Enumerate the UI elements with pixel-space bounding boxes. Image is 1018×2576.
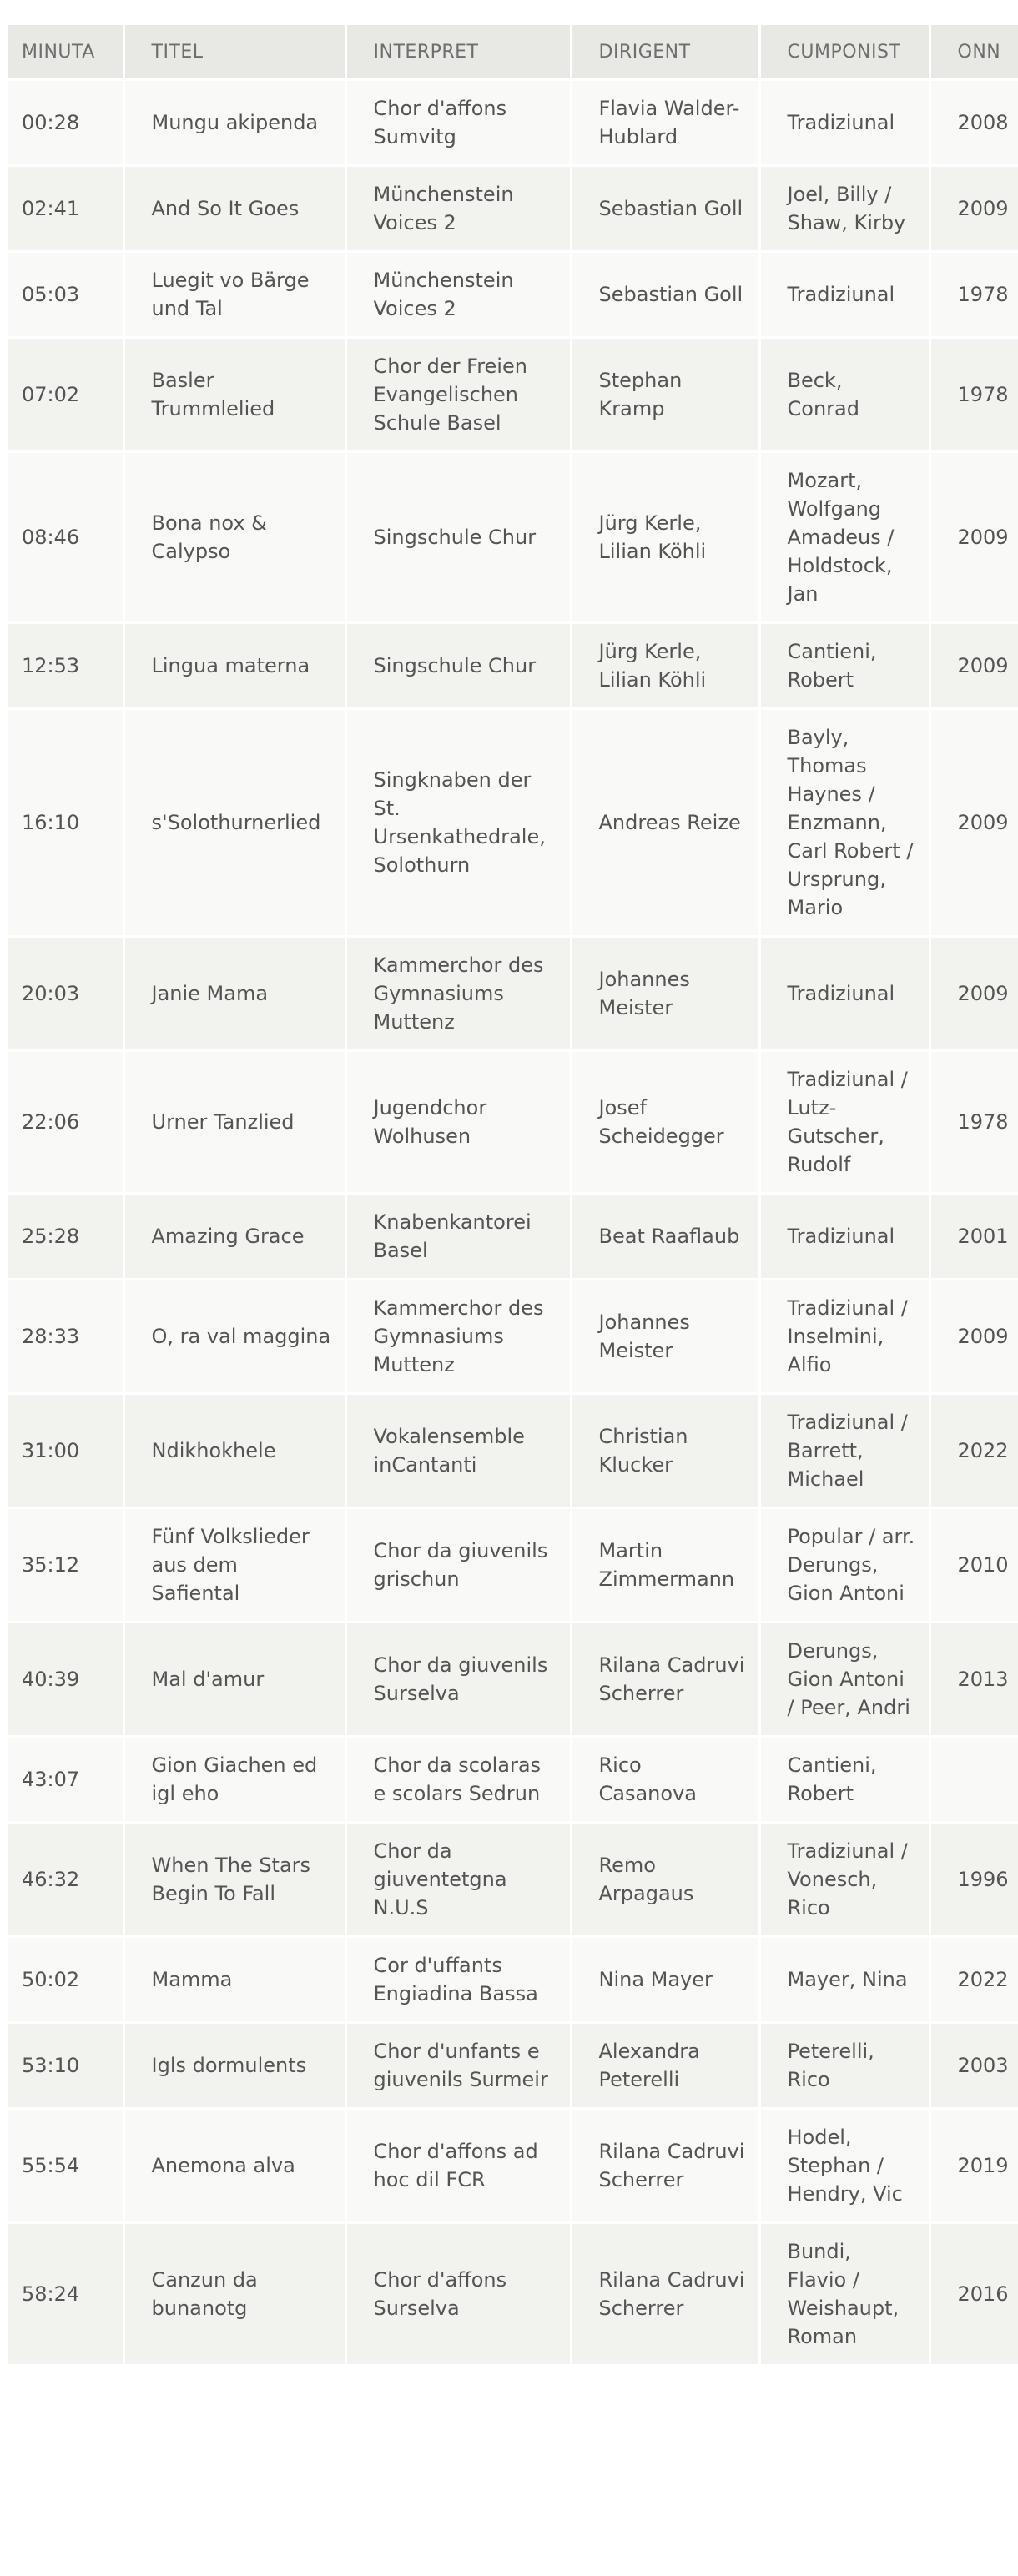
cell-interpret: Chor d'unfants e giuvenils Surmeir [345, 2023, 571, 2109]
cell-titel: Bona nox & Calypso [123, 452, 345, 623]
cell-onn: 2009 [930, 623, 1018, 709]
cell-onn: 2009 [930, 937, 1018, 1051]
cell-cumponist: Hodel, Stephan / Hendry, Vic [759, 2109, 930, 2223]
cell-cumponist: Peterelli, Rico [759, 2023, 930, 2109]
cell-onn: 2013 [930, 1623, 1018, 1737]
table-row [8, 1508, 1018, 1623]
cell-dirigent: Martin Zimmermann [571, 1508, 759, 1623]
table-row [8, 1394, 1018, 1508]
cell-cumponist: Cantieni, Robert [759, 1737, 930, 1823]
cell-interpret: Singknaben der St. Ursenkathedrale, Solothurn [345, 709, 571, 937]
cell-onn: 1978 [930, 252, 1018, 338]
cell-titel: Canzun da bunanotg [123, 2223, 345, 2366]
cell-dirigent: Rico Casanova [571, 1737, 759, 1823]
playlist-table [8, 25, 1018, 2367]
table-row [8, 1823, 1018, 1937]
table-row [8, 1051, 1018, 1194]
table-row [8, 1737, 1018, 1823]
cell-minuta: 20:03 [8, 937, 123, 1051]
header-onn[interactable]: ONN [930, 25, 1018, 80]
cell-interpret: Chor da giuvenils Surselva [345, 1623, 571, 1737]
cell-dirigent: Rilana Cadruvi Scherrer [571, 2223, 759, 2366]
cell-interpret: Münchenstein Voices 2 [345, 166, 571, 252]
cell-dirigent: Johannes Meister [571, 937, 759, 1051]
header-minuta[interactable]: MINUTA [8, 25, 123, 80]
playlist-table-container [8, 25, 1018, 2367]
cell-onn: 2022 [930, 1937, 1018, 2023]
cell-interpret: Cor d'uffants Engiadina Bassa [345, 1937, 571, 2023]
cell-cumponist: Tradiziunal [759, 252, 930, 338]
cell-onn: 2008 [930, 80, 1018, 166]
cell-onn: 1978 [930, 1051, 1018, 1194]
table-row [8, 623, 1018, 709]
cell-minuta: 35:12 [8, 1508, 123, 1623]
cell-minuta: 58:24 [8, 2223, 123, 2366]
header-cumponist[interactable]: CUMPONIST [759, 25, 930, 80]
cell-titel: And So It Goes [123, 166, 345, 252]
cell-minuta: 00:28 [8, 80, 123, 166]
header-row [8, 25, 1018, 80]
cell-onn: 2019 [930, 2109, 1018, 2223]
cell-cumponist: Tradiziunal / Inselmini, Alfio [759, 1280, 930, 1394]
cell-titel: Amazing Grace [123, 1194, 345, 1280]
cell-titel: Janie Mama [123, 937, 345, 1051]
cell-interpret: Vokalensemble inCantanti [345, 1394, 571, 1508]
cell-dirigent: Andreas Reize [571, 709, 759, 937]
cell-titel: Lingua materna [123, 623, 345, 709]
cell-interpret: Chor der Freien Evangelischen Schule Basel [345, 338, 571, 452]
cell-titel: Mal d'amur [123, 1623, 345, 1737]
cell-onn: 2001 [930, 1194, 1018, 1280]
cell-onn: 2009 [930, 1280, 1018, 1394]
cell-interpret: Chor d'affons ad hoc dil FCR [345, 2109, 571, 2223]
cell-dirigent: Christian Klucker [571, 1394, 759, 1508]
cell-minuta: 46:32 [8, 1823, 123, 1937]
cell-cumponist: Beck, Conrad [759, 338, 930, 452]
cell-titel: Anemona alva [123, 2109, 345, 2223]
cell-dirigent: Alexandra Peterelli [571, 2023, 759, 2109]
table-body [8, 80, 1018, 2366]
cell-onn: 1978 [930, 338, 1018, 452]
cell-dirigent: Jürg Kerle, Lilian Köhli [571, 452, 759, 623]
cell-interpret: Singschule Chur [345, 452, 571, 623]
cell-dirigent: Stephan Kramp [571, 338, 759, 452]
cell-minuta: 43:07 [8, 1737, 123, 1823]
cell-minuta: 25:28 [8, 1194, 123, 1280]
cell-cumponist: Popular / arr. Derungs, Gion Antoni [759, 1508, 930, 1623]
cell-titel: When The Stars Begin To Fall [123, 1823, 345, 1937]
table-row [8, 452, 1018, 623]
table-row [8, 1280, 1018, 1394]
cell-titel: Igls dormulents [123, 2023, 345, 2109]
cell-dirigent: Jürg Kerle, Lilian Köhli [571, 623, 759, 709]
cell-minuta: 55:54 [8, 2109, 123, 2223]
cell-dirigent: Nina Mayer [571, 1937, 759, 2023]
cell-interpret: Münchenstein Voices 2 [345, 252, 571, 338]
cell-titel: Basler Trummlelied [123, 338, 345, 452]
cell-minuta: 50:02 [8, 1937, 123, 2023]
cell-onn: 2003 [930, 2023, 1018, 2109]
cell-onn: 2009 [930, 452, 1018, 623]
cell-onn: 2022 [930, 1394, 1018, 1508]
cell-cumponist: Tradiziunal [759, 1194, 930, 1280]
cell-minuta: 07:02 [8, 338, 123, 452]
cell-titel: Ndikhokhele [123, 1394, 345, 1508]
header-titel[interactable]: TITEL [123, 25, 345, 80]
cell-onn: 2009 [930, 166, 1018, 252]
table-row [8, 2223, 1018, 2366]
cell-dirigent: Beat Raaflaub [571, 1194, 759, 1280]
cell-interpret: Kammerchor des Gymnasiums Muttenz [345, 937, 571, 1051]
cell-interpret: Chor da giuventetgna N.U.S [345, 1823, 571, 1937]
cell-minuta: 08:46 [8, 452, 123, 623]
cell-dirigent: Sebastian Goll [571, 166, 759, 252]
cell-cumponist: Bayly, Thomas Haynes / Enzmann, Carl Robert / Ursprung, Mario [759, 709, 930, 937]
cell-dirigent: Sebastian Goll [571, 252, 759, 338]
cell-interpret: Chor da giuvenils grischun [345, 1508, 571, 1623]
cell-cumponist: Joel, Billy / Shaw, Kirby [759, 166, 930, 252]
cell-interpret: Chor d'affons Surselva [345, 2223, 571, 2366]
cell-minuta: 16:10 [8, 709, 123, 937]
cell-dirigent: Flavia Walder-Hublard [571, 80, 759, 166]
cell-interpret: Kammerchor des Gymnasiums Muttenz [345, 1280, 571, 1394]
cell-onn: 2016 [930, 2223, 1018, 2366]
table-row [8, 166, 1018, 252]
cell-interpret: Jugendchor Wolhusen [345, 1051, 571, 1194]
cell-minuta: 40:39 [8, 1623, 123, 1737]
cell-cumponist: Mozart, Wolfgang Amadeus / Holdstock, Jan [759, 452, 930, 623]
table-row [8, 338, 1018, 452]
cell-minuta: 02:41 [8, 166, 123, 252]
cell-cumponist: Cantieni, Robert [759, 623, 930, 709]
table-row [8, 709, 1018, 937]
cell-minuta: 22:06 [8, 1051, 123, 1194]
cell-onn: 1996 [930, 1823, 1018, 1937]
cell-cumponist: Tradiziunal [759, 937, 930, 1051]
cell-interpret: Knabenkantorei Basel [345, 1194, 571, 1280]
cell-titel: s'Solothurnerlied [123, 709, 345, 937]
cell-minuta: 53:10 [8, 2023, 123, 2109]
cell-interpret: Chor d'affons Sumvitg [345, 80, 571, 166]
cell-cumponist: Derungs, Gion Antoni / Peer, Andri [759, 1623, 930, 1737]
table-row [8, 1194, 1018, 1280]
cell-cumponist: Mayer, Nina [759, 1937, 930, 2023]
cell-titel: Gion Giachen ed igl eho [123, 1737, 345, 1823]
cell-onn: 2009 [930, 709, 1018, 937]
header-dirigent[interactable]: DIRIGENT [571, 25, 759, 80]
cell-titel: Mamma [123, 1937, 345, 2023]
cell-minuta: 31:00 [8, 1394, 123, 1508]
cell-titel: Luegit vo Bärge und Tal [123, 252, 345, 338]
cell-minuta: 28:33 [8, 1280, 123, 1394]
header-interpret[interactable]: INTERPRET [345, 25, 571, 80]
cell-minuta: 12:53 [8, 623, 123, 709]
cell-dirigent: Remo Arpagaus [571, 1823, 759, 1937]
cell-interpret: Singschule Chur [345, 623, 571, 709]
table-row [8, 937, 1018, 1051]
cell-dirigent: Johannes Meister [571, 1280, 759, 1394]
cell-cumponist: Tradiziunal [759, 80, 930, 166]
cell-titel: Urner Tanzlied [123, 1051, 345, 1194]
cell-dirigent: Rilana Cadruvi Scherrer [571, 1623, 759, 1737]
cell-cumponist: Bundi, Flavio / Weishaupt, Roman [759, 2223, 930, 2366]
cell-cumponist: Tradiziunal / Barrett, Michael [759, 1394, 930, 1508]
cell-cumponist: Tradiziunal / Vonesch, Rico [759, 1823, 930, 1937]
table-row [8, 80, 1018, 166]
table-row [8, 1623, 1018, 1737]
table-row [8, 2109, 1018, 2223]
cell-cumponist: Tradiziunal / Lutz-Gutscher, Rudolf [759, 1051, 930, 1194]
cell-titel: O, ra val maggina [123, 1280, 345, 1394]
table-row [8, 2023, 1018, 2109]
cell-titel: Mungu akipenda [123, 80, 345, 166]
cell-interpret: Chor da scolaras e scolars Sedrun [345, 1737, 571, 1823]
cell-dirigent: Josef Scheidegger [571, 1051, 759, 1194]
cell-titel: Fünf Volkslieder aus dem Safiental [123, 1508, 345, 1623]
table-header [8, 25, 1018, 80]
cell-minuta: 05:03 [8, 252, 123, 338]
cell-onn [930, 1737, 1018, 1823]
table-row [8, 252, 1018, 338]
table-row [8, 1937, 1018, 2023]
cell-dirigent: Rilana Cadruvi Scherrer [571, 2109, 759, 2223]
cell-onn: 2010 [930, 1508, 1018, 1623]
